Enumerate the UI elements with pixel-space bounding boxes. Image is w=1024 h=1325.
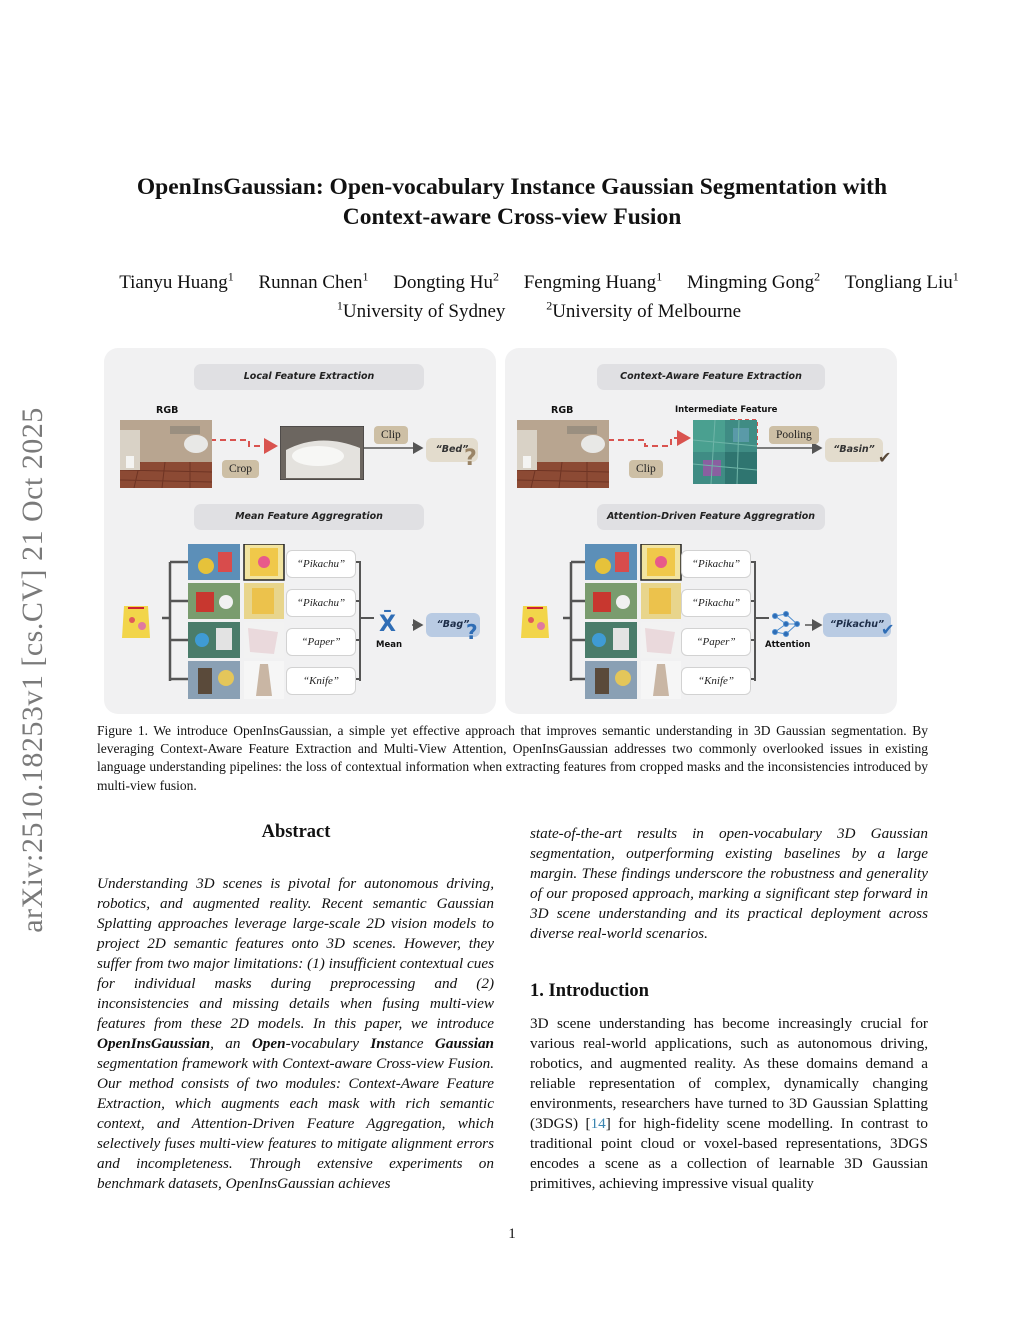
rgb-label: RGB: [551, 405, 574, 416]
label-paper: “Paper”: [681, 628, 751, 656]
bathroom-photo: [120, 420, 212, 488]
local-feature-title: Local Feature Extraction: [194, 364, 424, 390]
author-list: [0, 270, 1024, 294]
author: [524, 272, 662, 293]
abstract-vocab: -vocabulary: [285, 1035, 371, 1052]
label-paper: “Paper”: [286, 628, 356, 656]
citation-link[interactable]: 14: [590, 1115, 606, 1132]
label-pikachu-1: “Pikachu”: [681, 550, 751, 578]
abstract-name: OpenInsGaussian: [97, 1035, 211, 1052]
author: [393, 272, 499, 293]
abstract-ins: Ins: [370, 1035, 391, 1052]
right-arrows: [505, 348, 897, 714]
context-aware-title: Context-Aware Feature Extraction: [597, 364, 825, 390]
mean-aggregation-title: Mean Feature Aggregration: [194, 504, 424, 530]
abstract-an: , an: [210, 1035, 252, 1052]
affiliation-name: University of Sydney: [342, 301, 506, 323]
label-knife: “Knife”: [681, 667, 751, 695]
intro-heading: 1. Introduction: [530, 981, 649, 1001]
abstract-continued: [530, 824, 928, 944]
output-basin: “Basin”: [825, 438, 883, 462]
multiview-photos-right: [585, 544, 683, 702]
panel-left: [104, 348, 496, 714]
author-sup: 1: [227, 270, 234, 284]
author-name: Runnan Chen: [258, 272, 363, 294]
author-name: Tongliang Liu: [844, 272, 953, 294]
panel-right: [505, 348, 897, 714]
cropped-sink-photo: [280, 426, 364, 480]
attention-label: Attention: [765, 640, 811, 650]
left-arrows: [104, 348, 496, 714]
intro-after: ] for high-fidelity scene modelling. In contrast to traditional point cloud or voxel-based representations, 3DGS encodes a scene as a collection of learnable 3D Gaussian primitives, achieving impressive visual quality: [530, 1115, 929, 1192]
affiliation: [337, 301, 506, 322]
abstract-heading: Abstract: [261, 822, 331, 842]
output-bed: “Bed”: [426, 438, 478, 462]
caption-text: Figure 1. We introduce OpenInsGaussian, a simple yet effective approach that improves semantic understanding in 3D Gaussian segmentation. By leveraging Context-Aware Feature Extraction and Multi-View Attention, OpenInsGaussian addresses two commonly overlooked issues in existing language understanding pipelines: the loss of contextual information when extracting features from cropped masks and the inconsistencies introduced by multi-view fusion.: [97, 723, 928, 793]
author: [845, 272, 959, 293]
rgb-label: RGB: [156, 405, 179, 416]
clip-tag: Clip: [374, 426, 408, 444]
crop-tag: Crop: [222, 460, 259, 478]
abstract-open: Open: [251, 1035, 286, 1052]
pikachu-bag-icon: [120, 602, 152, 640]
abstract-part1: Understanding 3D scenes is pivotal for autonomous driving, robotics, and augmented reality. Recent semantic Gaussian Splatting approaches leverage large-scale 2D vision models to project 2D semantic features onto 3D scenes. However, they suffer from two major limitations: (1) insufficient contextual cues for individual masks during preprocessing and (2) inconsistencies and missing details when fusing multi-view features from these 2D models. In this paper, we introduce: [97, 875, 494, 1032]
question-mark-blue-icon: ?: [466, 620, 478, 644]
label-knife: “Knife”: [286, 667, 356, 695]
affiliations: [0, 299, 1024, 323]
author-name: Fengming Huang: [523, 272, 657, 294]
page-number: 1: [508, 1226, 516, 1242]
intermediate-feature-label: Intermediate Feature: [675, 405, 778, 415]
author-sup: 1: [952, 270, 959, 284]
author-sup: 1: [656, 270, 663, 284]
affiliation-name: University of Melbourne: [552, 301, 742, 323]
arxiv-watermark: [8, 380, 58, 960]
author-sup: 2: [814, 270, 821, 284]
pooling-tag: Pooling: [769, 426, 819, 444]
label-pikachu-2: “Pikachu”: [286, 589, 356, 617]
author-name: Dongting Hu: [393, 272, 493, 294]
label-pikachu-2: “Pikachu”: [681, 589, 751, 617]
mean-label: Mean: [376, 640, 403, 650]
title-line-2: Context-aware Cross-view Fusion: [342, 204, 682, 230]
question-mark-icon: ?: [464, 446, 477, 471]
check-badge-blue-icon: ✔: [881, 620, 895, 639]
author-name: Tianyu Huang: [119, 272, 228, 294]
label-pikachu-1: “Pikachu”: [286, 550, 356, 578]
title-line-1: OpenInsGaussian: Open-vocabulary Instance Gaussian Segmentation with: [136, 174, 888, 200]
clip-tag: Clip: [629, 460, 663, 478]
attention-aggregation-title: Attention-Driven Feature Aggregration: [597, 504, 825, 530]
abstract-cont: state-of-the-art results in open-vocabulary 3D Gaussian segmentation, outperforming existing baselines by a large margin. These findings underscore the robustness and generality of our proposed approach, marking a significant step forward in 3D scene understanding and its practical deployment across diverse real-world scenarios.: [530, 825, 928, 942]
multiview-photos-left: [188, 544, 286, 702]
output-bag: “Bag”: [426, 613, 480, 637]
output-pikachu: “Pikachu”: [823, 613, 891, 637]
pikachu-bag-icon: [519, 602, 551, 640]
abstract-part2: segmentation framework with Context-aware Cross-view Fusion. Our method consists of two modules: Context-Aware Feature Extraction, which augments each mask with rich semantic context, and Attention-Driven Feature Aggregation, which selectively fuses multi-view features to mitigate alignment errors and incompleteness. Through extensive experiments on benchmark datasets, OpenInsGaussian achieves: [97, 1055, 494, 1192]
affiliation-sup: 2: [546, 299, 553, 313]
abstract-body: [97, 874, 494, 1194]
abstract-tance: tance: [390, 1035, 435, 1052]
affiliation: [546, 301, 741, 322]
figure-1: [104, 348, 916, 716]
author: [687, 272, 820, 293]
mean-sigma-icon: X̄: [379, 612, 396, 637]
arxiv-id: arXiv:2510.18253v1 [cs.CV] 21 Oct 2025: [16, 407, 49, 933]
intermediate-feature-map: [693, 420, 757, 484]
author: [119, 272, 234, 293]
check-badge-icon: ✔: [878, 448, 892, 467]
paper-title: [0, 172, 1024, 232]
author-name: Mingming Gong: [686, 272, 815, 294]
attention-network-icon: [771, 610, 801, 638]
intro-body: [530, 1014, 928, 1194]
author-sup: 1: [362, 270, 369, 284]
abstract-gaussian: Gaussian: [434, 1035, 494, 1052]
affiliation-sup: 1: [336, 299, 343, 313]
author: [259, 272, 369, 293]
intro-before: 3D scene understanding has become increasingly crucial for various real-world applications, such as autonomous driving, robotics, and augmented reality. As these domains demand a reliable representation of complex, dynamically changing environments, researchers have turned to 3D Gaussian Splatting (3DGS) [: [530, 1015, 928, 1132]
figure-caption: [97, 722, 928, 795]
author-sup: 2: [492, 270, 499, 284]
bathroom-photo: [517, 420, 609, 488]
